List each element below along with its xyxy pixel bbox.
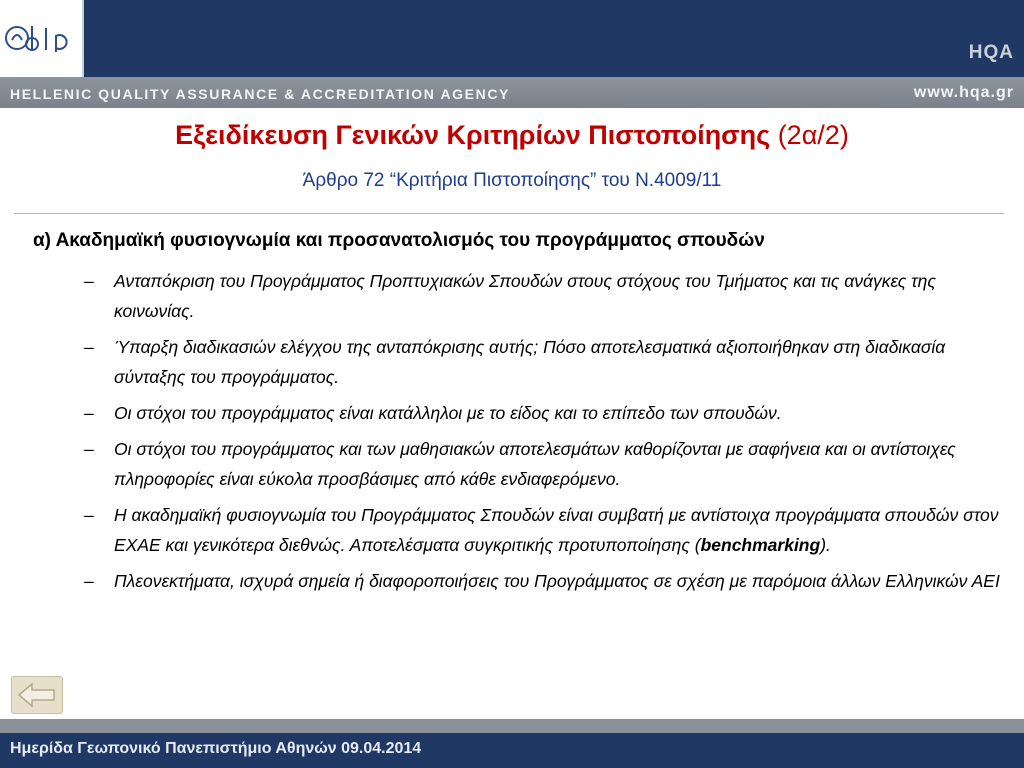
benchmarking-term: benchmarking [700,535,821,555]
footer-event: Ημερίδα Γεωπονικό Πανεπιστήμιο Αθηνών 09.04.2014 [10,740,422,757]
adip-logo-icon [4,12,78,64]
list-item [80,398,1020,428]
agency-logo[interactable] [0,0,84,77]
list-item-text-end: ). [820,535,831,555]
bullet-marker: – [84,505,94,525]
list-item-text: Οι στόχοι του προγράμματος και των μαθησιακών αποτελεσμάτων καθορίζονται με σαφήνεια και οι αντίστοιχες πληροφορίες είναι εύκολα προσβάσιμες από κάθε ενδιαφερόμενο. [114,439,956,489]
bullet-marker: – [84,271,94,291]
title-divider [14,213,1004,214]
list-item-text: Η ακαδημαϊκή φυσιογνωμία του Προγράμματος Σπουδών είναι συμβατή με αντίστοιχα προγράμματα σπουδών στον ΕΧΑΕ και γενικότερα διεθνώς. Αποτελέσματα συγκριτικής προτυποποίησης ( [114,505,999,555]
agency-name: HELLENIC QUALITY ASSURANCE & ACCREDITATION AGENCY [10,86,510,102]
section-heading: α) Ακαδημαϊκή φυσιογνωμία και προσανατολισμός του προγράμματος σπουδών [33,230,765,251]
back-button[interactable] [11,676,63,714]
criteria-list [80,266,1020,602]
header-band [0,0,1024,77]
list-item [80,566,1020,596]
list-item-text: Ύπαρξη διαδικασιών ελέγχου της ανταπόκρισης αυτής; Πόσο αποτελεσματικά αξιοποιήθηκαν στη διαδικασία σύνταξης του προγράμματος. [114,337,946,387]
list-item [80,500,1020,560]
list-item [80,434,1020,494]
bullet-marker: – [84,571,94,591]
slide-subtitle: Άρθρο 72 “Κριτήρια Πιστοποίησης” του Ν.4009/11 [302,170,722,191]
slide-title [0,120,1024,151]
agency-url-link[interactable]: www.hqa.gr [913,84,1014,101]
brand-mark: HQA [968,42,1014,63]
list-item [80,332,1020,392]
slide-title-main: Εξειδίκευση Γενικών Κριτηρίων Πιστοποίησης [175,120,771,150]
list-item-text: Πλεονεκτήματα, ισχυρά σημεία ή διαφοροποιήσεις του Προγράμματος σε σχέση με παρόμοια άλλων Ελληνικών ΑΕΙ [114,571,1000,591]
bullet-marker: – [84,403,94,423]
arrow-left-icon [17,682,57,708]
bullet-marker: – [84,337,94,357]
slide-title-suffix: (2α/2) [770,120,849,150]
list-item-text: Οι στόχοι του προγράμματος είναι κατάλληλοι με το είδος και το επίπεδο των σπουδών. [114,403,782,423]
footer-strip [0,719,1024,733]
list-item-text: Ανταπόκριση του Προγράμματος Προπτυχιακών Σπουδών στους στόχους του Τμήματος και τις ανάγκες της κοινωνίας. [114,271,936,321]
bullet-marker: – [84,439,94,459]
list-item [80,266,1020,326]
